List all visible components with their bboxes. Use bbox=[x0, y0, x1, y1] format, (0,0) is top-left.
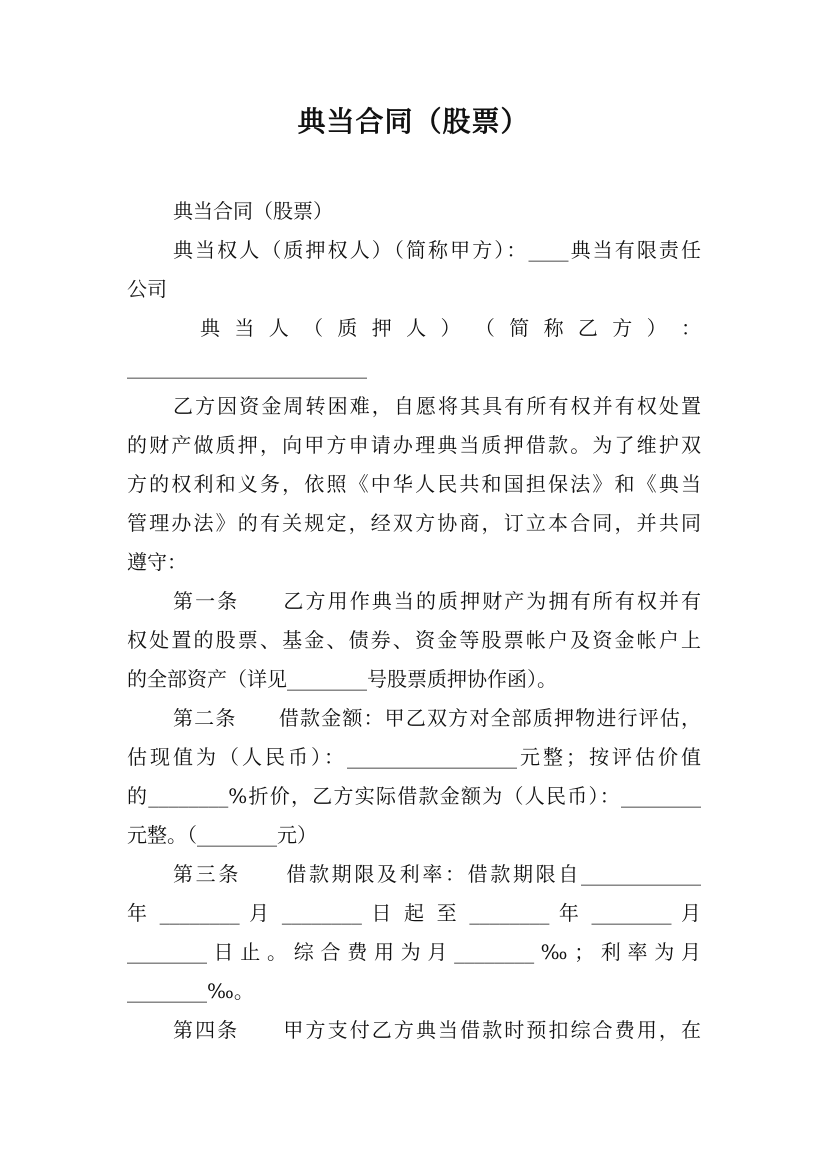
article-2-line: 的________%折价，乙方实际借款金额为（人民币）：________ bbox=[127, 784, 701, 808]
text-line: 乙方因资金周转困难，自愿将其具有所有权并有权处置 bbox=[173, 394, 701, 418]
text-line: 公司 bbox=[127, 277, 167, 301]
article-4-line: 第四条 甲方支付乙方典当借款时预扣综合费用，在 bbox=[173, 1018, 701, 1042]
text-line: 方的权利和义务，依照《中华人民共和国担保法》和《典当 bbox=[127, 472, 701, 496]
article-2-line: 估现值为（人民币）：_________________元整；按评估价值 bbox=[127, 745, 701, 769]
article-3-line: ________ 日 止 。 综 合 费 用 为 月 ________ ‰ ； 利 率 为 月 bbox=[127, 940, 701, 964]
text-line: 典当权人（质押权人）（简称甲方）：____典当有限责任 bbox=[173, 238, 701, 262]
text-line: 典 当 人 （ 质 押 人 ） （ 简 称 乙 方 ） ： bbox=[200, 316, 701, 340]
article-1-line: 的全部资产（详见________号股票质押协作函）。 bbox=[127, 667, 557, 691]
blank-line: ________________________ bbox=[127, 355, 367, 379]
text-line: 典当合同（股票） bbox=[173, 199, 333, 223]
article-3-line: ________‰。 bbox=[127, 979, 254, 1003]
text-line: 的财产做质押，向甲方申请办理典当质押借款。为了维护双 bbox=[127, 433, 701, 457]
article-3-line: 第三条 借款期限及利率：借款期限自____________ bbox=[173, 862, 701, 886]
document-title: 典当合同（股票） bbox=[297, 105, 530, 138]
text-line: 遵守： bbox=[127, 550, 187, 574]
article-1-line: 权处置的股票、基金、债券、资金等股票帐户及资金帐户上 bbox=[127, 628, 701, 652]
article-1-line: 第一条 乙方用作典当的质押财产为拥有所有权并有 bbox=[173, 589, 701, 613]
text-line: 管理办法》的有关规定，经双方协商，订立本合同，并共同 bbox=[127, 511, 701, 535]
article-3-line: 年 ________ 月 ________ 日 起 至 ________ 年 ________ 月 bbox=[127, 901, 701, 925]
article-2-line: 第二条 借款金额：甲乙双方对全部质押物进行评估， bbox=[173, 706, 701, 730]
article-2-line: 元整。（________元） bbox=[127, 823, 317, 847]
